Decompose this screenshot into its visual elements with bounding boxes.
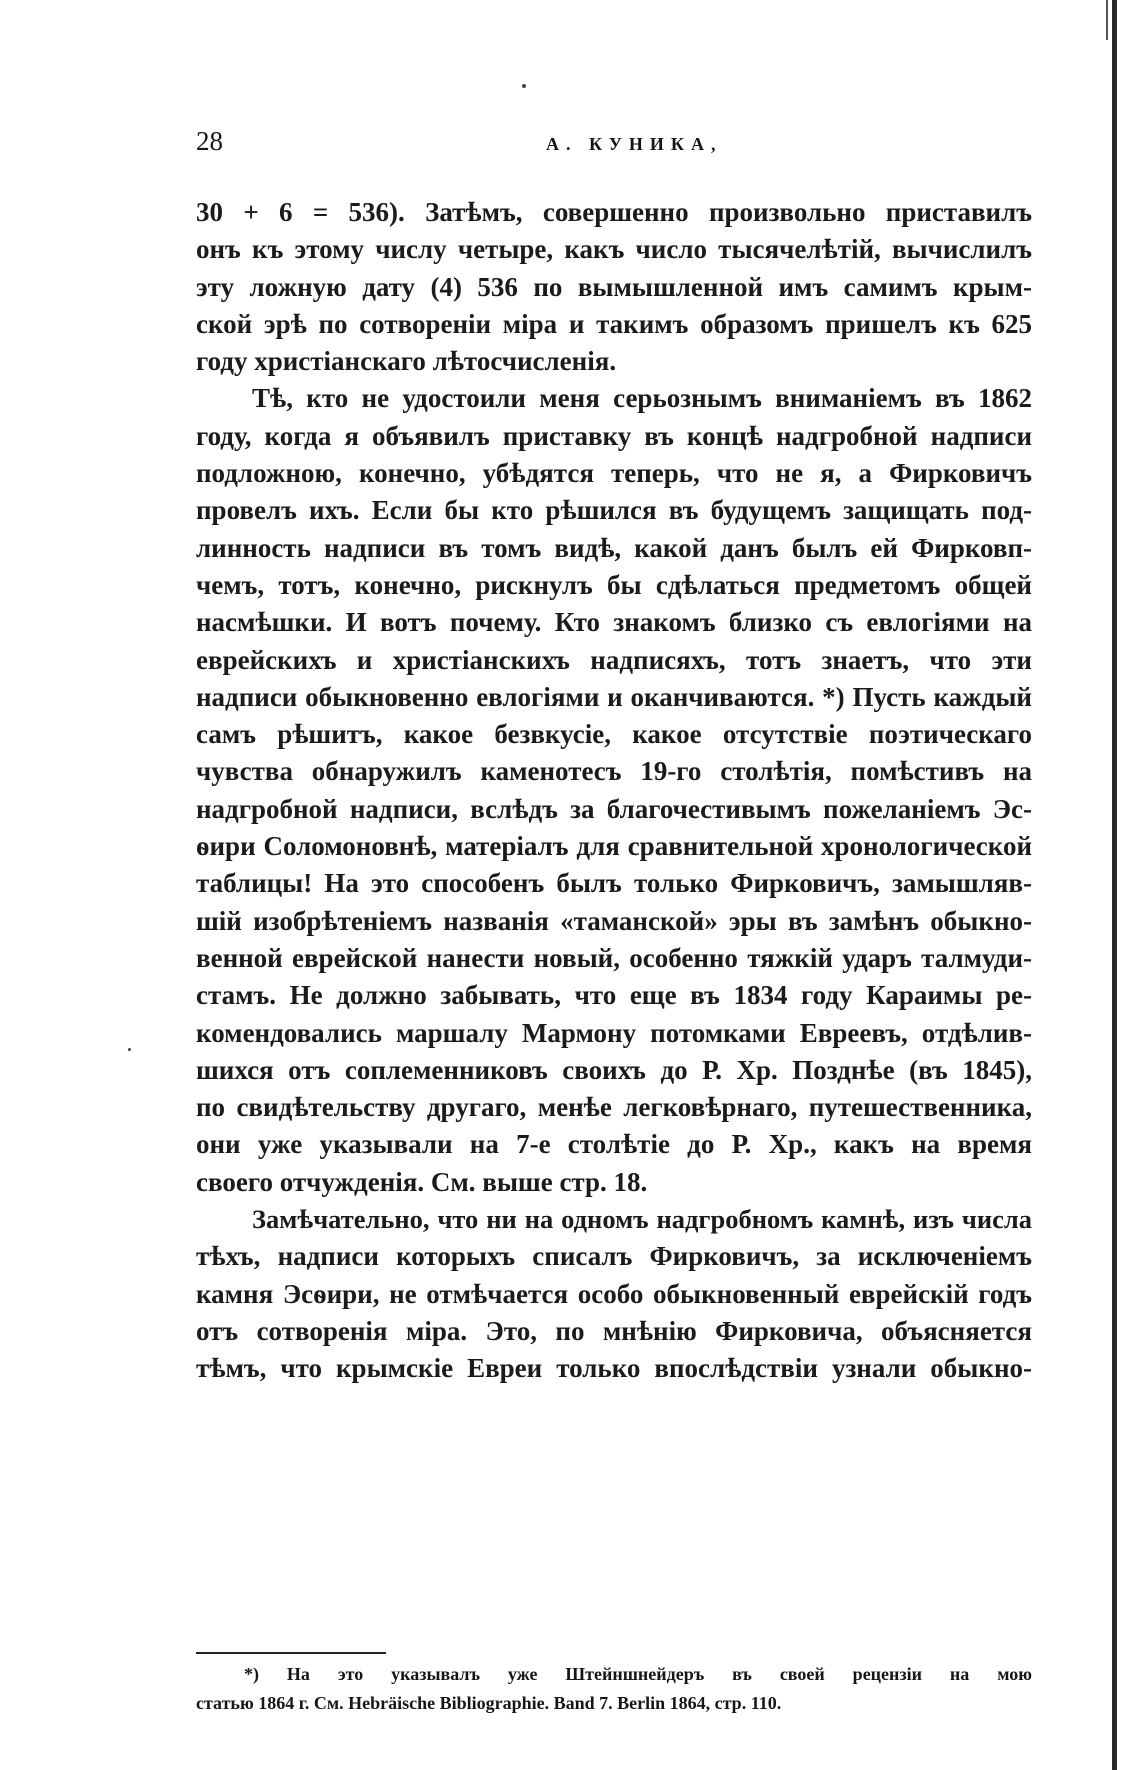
page-header xyxy=(196,126,1032,166)
text-line: отъ сотворенiя мiра. Это, по мнѣнiю Фирковича, объясняется xyxy=(196,1315,1032,1346)
text-line: Тѣ, кто не удостоили меня серьознымъ вниманiемъ въ 1862 xyxy=(252,383,1032,414)
text-line: эту ложную дату (4) 536 по вымышленной имъ самимъ крым- xyxy=(196,271,1032,302)
page-edge-shadow xyxy=(1112,0,1117,1770)
text-line: камня Эсѳири, не отмѣчается особо обыкновенный еврейскiй годъ xyxy=(196,1278,1032,1309)
text-line: тѣмъ, что крымскiе Евреи только впослѣдствiи узнали обыкно- xyxy=(196,1353,1032,1384)
text-line: 30 + 6 = 536). Затѣмъ, совершенно произвольно приставилъ xyxy=(196,197,1032,227)
running-title: А. КУНИКА, xyxy=(546,134,723,154)
scan-speck xyxy=(128,1048,131,1051)
page-edge-mark xyxy=(1106,0,1108,40)
text-line: насмѣшки. И вотъ почему. Кто знакомъ близко съ евлогiями на xyxy=(196,607,1032,638)
footnote-line: *) На это указывалъ уже Штейншнейдеръ въ своей рецензiи на мою xyxy=(244,1664,1032,1684)
body-text xyxy=(196,194,1032,1388)
text-line: Замѣчательно, что ни на одномъ надгробномъ камнѣ, изъ числа xyxy=(252,1204,1032,1235)
text-line: чувства обнаружилъ каменотесъ 19-го столѣтiя, помѣстивъ на xyxy=(196,756,1032,787)
scan-speck xyxy=(522,84,526,88)
footnote-rule xyxy=(196,1652,386,1654)
text-line: году, когда я объявилъ приставку въ концѣ надгробной надписи xyxy=(196,420,1032,451)
footnote-line: статью 1864 г. См. Hebräische Bibliographie. Band 7. Berlin 1864, стр. 110. xyxy=(196,1693,782,1713)
text-line: таблицы! На это способенъ былъ только Фирковичъ, замышляв- xyxy=(196,868,1032,899)
text-line: провелъ ихъ. Если бы кто рѣшился въ будущемъ защищать под- xyxy=(196,495,1032,526)
text-line: своего отчужденiя. См. выше стр. 18. xyxy=(196,1166,648,1197)
text-line: самъ рѣшитъ, какое безвкусiе, какое отсутствiе поэтическаго xyxy=(196,719,1032,750)
text-line: ской эрѣ по сотворенiи мiра и такимъ образомъ пришелъ къ 625 xyxy=(196,308,1032,339)
text-line: надгробной надписи, вслѣдъ за благочестивымъ пожеланiемъ Эс- xyxy=(196,793,1032,824)
text-line: ѳири Соломоновнѣ, матерiалъ для сравнительной хронологической xyxy=(196,831,1032,862)
text-line: году христiанскаго лѣтосчисленiя. xyxy=(196,346,617,377)
page-number: 28 xyxy=(196,126,223,156)
text-line: подложною, конечно, убѣдятся теперь, что не я, а Фирковичъ xyxy=(196,458,1032,489)
text-line: стамъ. Не должно забывать, что еще въ 1834 году Караимы ре- xyxy=(196,980,1032,1011)
text-line: надписи обыкновенно евлогiями и оканчиваются. *) Пусть каждый xyxy=(196,681,1032,712)
text-line: венной еврейской нанести новый, особенно тяжкiй ударъ талмуди- xyxy=(196,942,1032,973)
text-line: еврейскихъ и христiанскихъ надписяхъ, тотъ знаетъ, что эти xyxy=(196,644,1032,675)
text-line: по свидѣтельству другаго, менѣе легковѣрнаго, путешественника, xyxy=(196,1092,1032,1123)
text-line: линность надписи въ томъ видѣ, какой данъ былъ ей Фирковп- xyxy=(196,532,1032,563)
text-line: онъ къ этому числу четыре, какъ число тысячелѣтій, вычислилъ xyxy=(196,234,1032,265)
text-line: они уже указывали на 7-е столѣтiе до Р. Хр., какъ на время xyxy=(196,1129,1032,1160)
text-line: чемъ, тотъ, конечно, рискнулъ бы сдѣлаться предметомъ общей xyxy=(196,569,1032,600)
text-line: тѣхъ, надписи которыхъ списалъ Фирковичъ, за исключенiемъ xyxy=(196,1241,1032,1272)
text-line: шихся отъ соплеменниковъ своихъ до Р. Хр. Позднѣе (въ 1845), xyxy=(196,1054,1032,1085)
text-line: комендовались маршалу Мармону потомками Евреевъ, отдѣлив- xyxy=(196,1017,1032,1048)
footnote xyxy=(196,1660,1032,1718)
text-line: шiй изобрѣтенiемъ названiя «таманской» эры въ замѣнъ обыкно- xyxy=(196,905,1032,936)
